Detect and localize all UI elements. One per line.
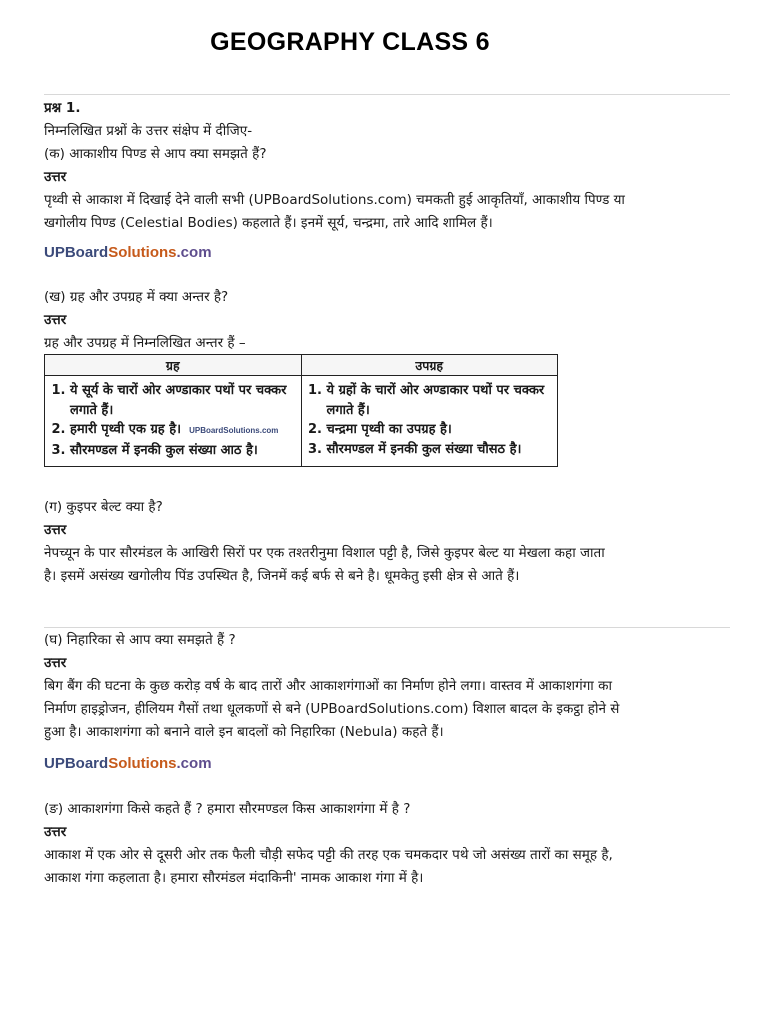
question-gha-section xyxy=(44,629,734,744)
answer-text: है। इसमें असंख्य खगोलीय पिंड उपस्थित है, जिनमें कई बर्फ से बने है। धूमकेतु इसी क्षेत्र से आते हैं। xyxy=(44,568,520,584)
satellite-cell xyxy=(301,376,558,467)
question-ka: (क) आकाशीय पिण्ड से आप क्या समझते हैं? xyxy=(44,146,267,162)
list-item: 1. ये सूर्य के चारों ओर अण्डाकार पथों पर चक्कर लगाते हैं। xyxy=(70,381,295,420)
answer-label: उत्तर xyxy=(44,312,67,328)
question-nga: (ङ) आकाशगंगा किसे कहते हैं ? हमारा सौरमण्डल किस आकाशगंगा में है ? xyxy=(44,801,411,817)
divider xyxy=(44,627,730,628)
table-header-planet: ग्रह xyxy=(45,355,302,376)
answer-text: निर्माण हाइड्रोजन, हीलियम गैसों तथा धूलकणों से बने (UPBoardSolutions.com) विशाल बादल के इकट्ठा होने से xyxy=(44,701,620,717)
table-header-satellite: उपग्रह xyxy=(301,355,558,376)
answer-text: खगोलीय पिण्ड (Celestial Bodies) कहलाते हैं। इनमें सूर्य, चन्द्रमा, तारे आदि शामिल हैं। xyxy=(44,215,493,231)
list-item: 2. हमारी पृथ्वी एक ग्रह है। UPBoardSolutions.com xyxy=(70,420,295,441)
answer-text: हुआ है। आकाशगंगा को बनाने वाले इन बादलों को निहारिका (Nebula) कहते हैं। xyxy=(44,724,444,740)
answer-label: उत्तर xyxy=(44,522,67,538)
answer-text: पृथ्वी से आकाश में दिखाई देने वाली सभी (UPBoardSolutions.com) चमकती हुई आकृतियाँ, आकाशीय पिण्ड या xyxy=(44,192,625,208)
answer-text: बिग बैंग की घटना के कुछ करोड़ वर्ष के बाद तारों और आकाशगंगाओं का निर्माण होने लगा। वास्तव में आकाशगंगा का xyxy=(44,678,612,694)
answer-intro: ग्रह और उपग्रह में निम्नलिखित अन्तर हैं – xyxy=(44,335,246,351)
question-kha-section xyxy=(44,286,734,355)
watermark: UPBoardSolutions.com xyxy=(189,426,279,435)
answer-text: नेपच्यून के पार सौरमंडल के आखिरी सिरों पर एक तश्तरीनुमा विशाल पट्टी है, जिसे कुइपर बेल्ट या मेखला कहा जाता xyxy=(44,545,605,561)
question-ga-section xyxy=(44,496,734,588)
planet-cell xyxy=(45,376,302,467)
answer-label: उत्तर xyxy=(44,824,67,840)
question-1-section xyxy=(44,97,734,235)
answer-label: उत्तर xyxy=(44,655,67,671)
answer-text: आकाश गंगा कहलाता है। हमारा सौरमंडल मंदाकिनी' नामक आकाश गंगा में है। xyxy=(44,870,424,886)
question-gha: (घ) निहारिका से आप क्या समझते हैं ? xyxy=(44,632,236,648)
list-item: 3. सौरमण्डल में इनकी कुल संख्या चौसठ है। xyxy=(327,440,552,460)
comparison-table xyxy=(44,354,558,467)
question-kha: (ख) ग्रह और उपग्रह में क्या अन्तर है? xyxy=(44,289,229,305)
instruction-text: निम्नलिखित प्रश्नों के उत्तर संक्षेप में दीजिए- xyxy=(44,123,253,139)
answer-text: आकाश में एक ओर से दूसरी ओर तक फैली चौड़ी सफेद पट्टी की तरह एक चमकदार पथे जो असंख्य तारों का समूह है, xyxy=(44,847,613,863)
question-number: प्रश्न 1. xyxy=(44,100,81,116)
list-item: 3. सौरमण्डल में इनकी कुल संख्या आठ है। xyxy=(70,441,295,461)
divider xyxy=(44,94,730,95)
list-item: 2. चन्द्रमा पृथ्वी का उपग्रह है। xyxy=(327,420,552,440)
question-ga: (ग) कुइपर बेल्ट क्या है? xyxy=(44,499,163,515)
answer-label: उत्तर xyxy=(44,169,67,185)
brand-logo: UPBoardSolutions.com xyxy=(44,755,212,772)
list-item: 1. ये ग्रहों के चारों ओर अण्डाकार पथों पर चक्कर लगाते हैं। xyxy=(327,381,552,420)
page-title: GEOGRAPHY CLASS 6 xyxy=(210,28,490,56)
question-nga-section xyxy=(44,798,734,890)
brand-logo: UPBoardSolutions.com xyxy=(44,244,212,261)
